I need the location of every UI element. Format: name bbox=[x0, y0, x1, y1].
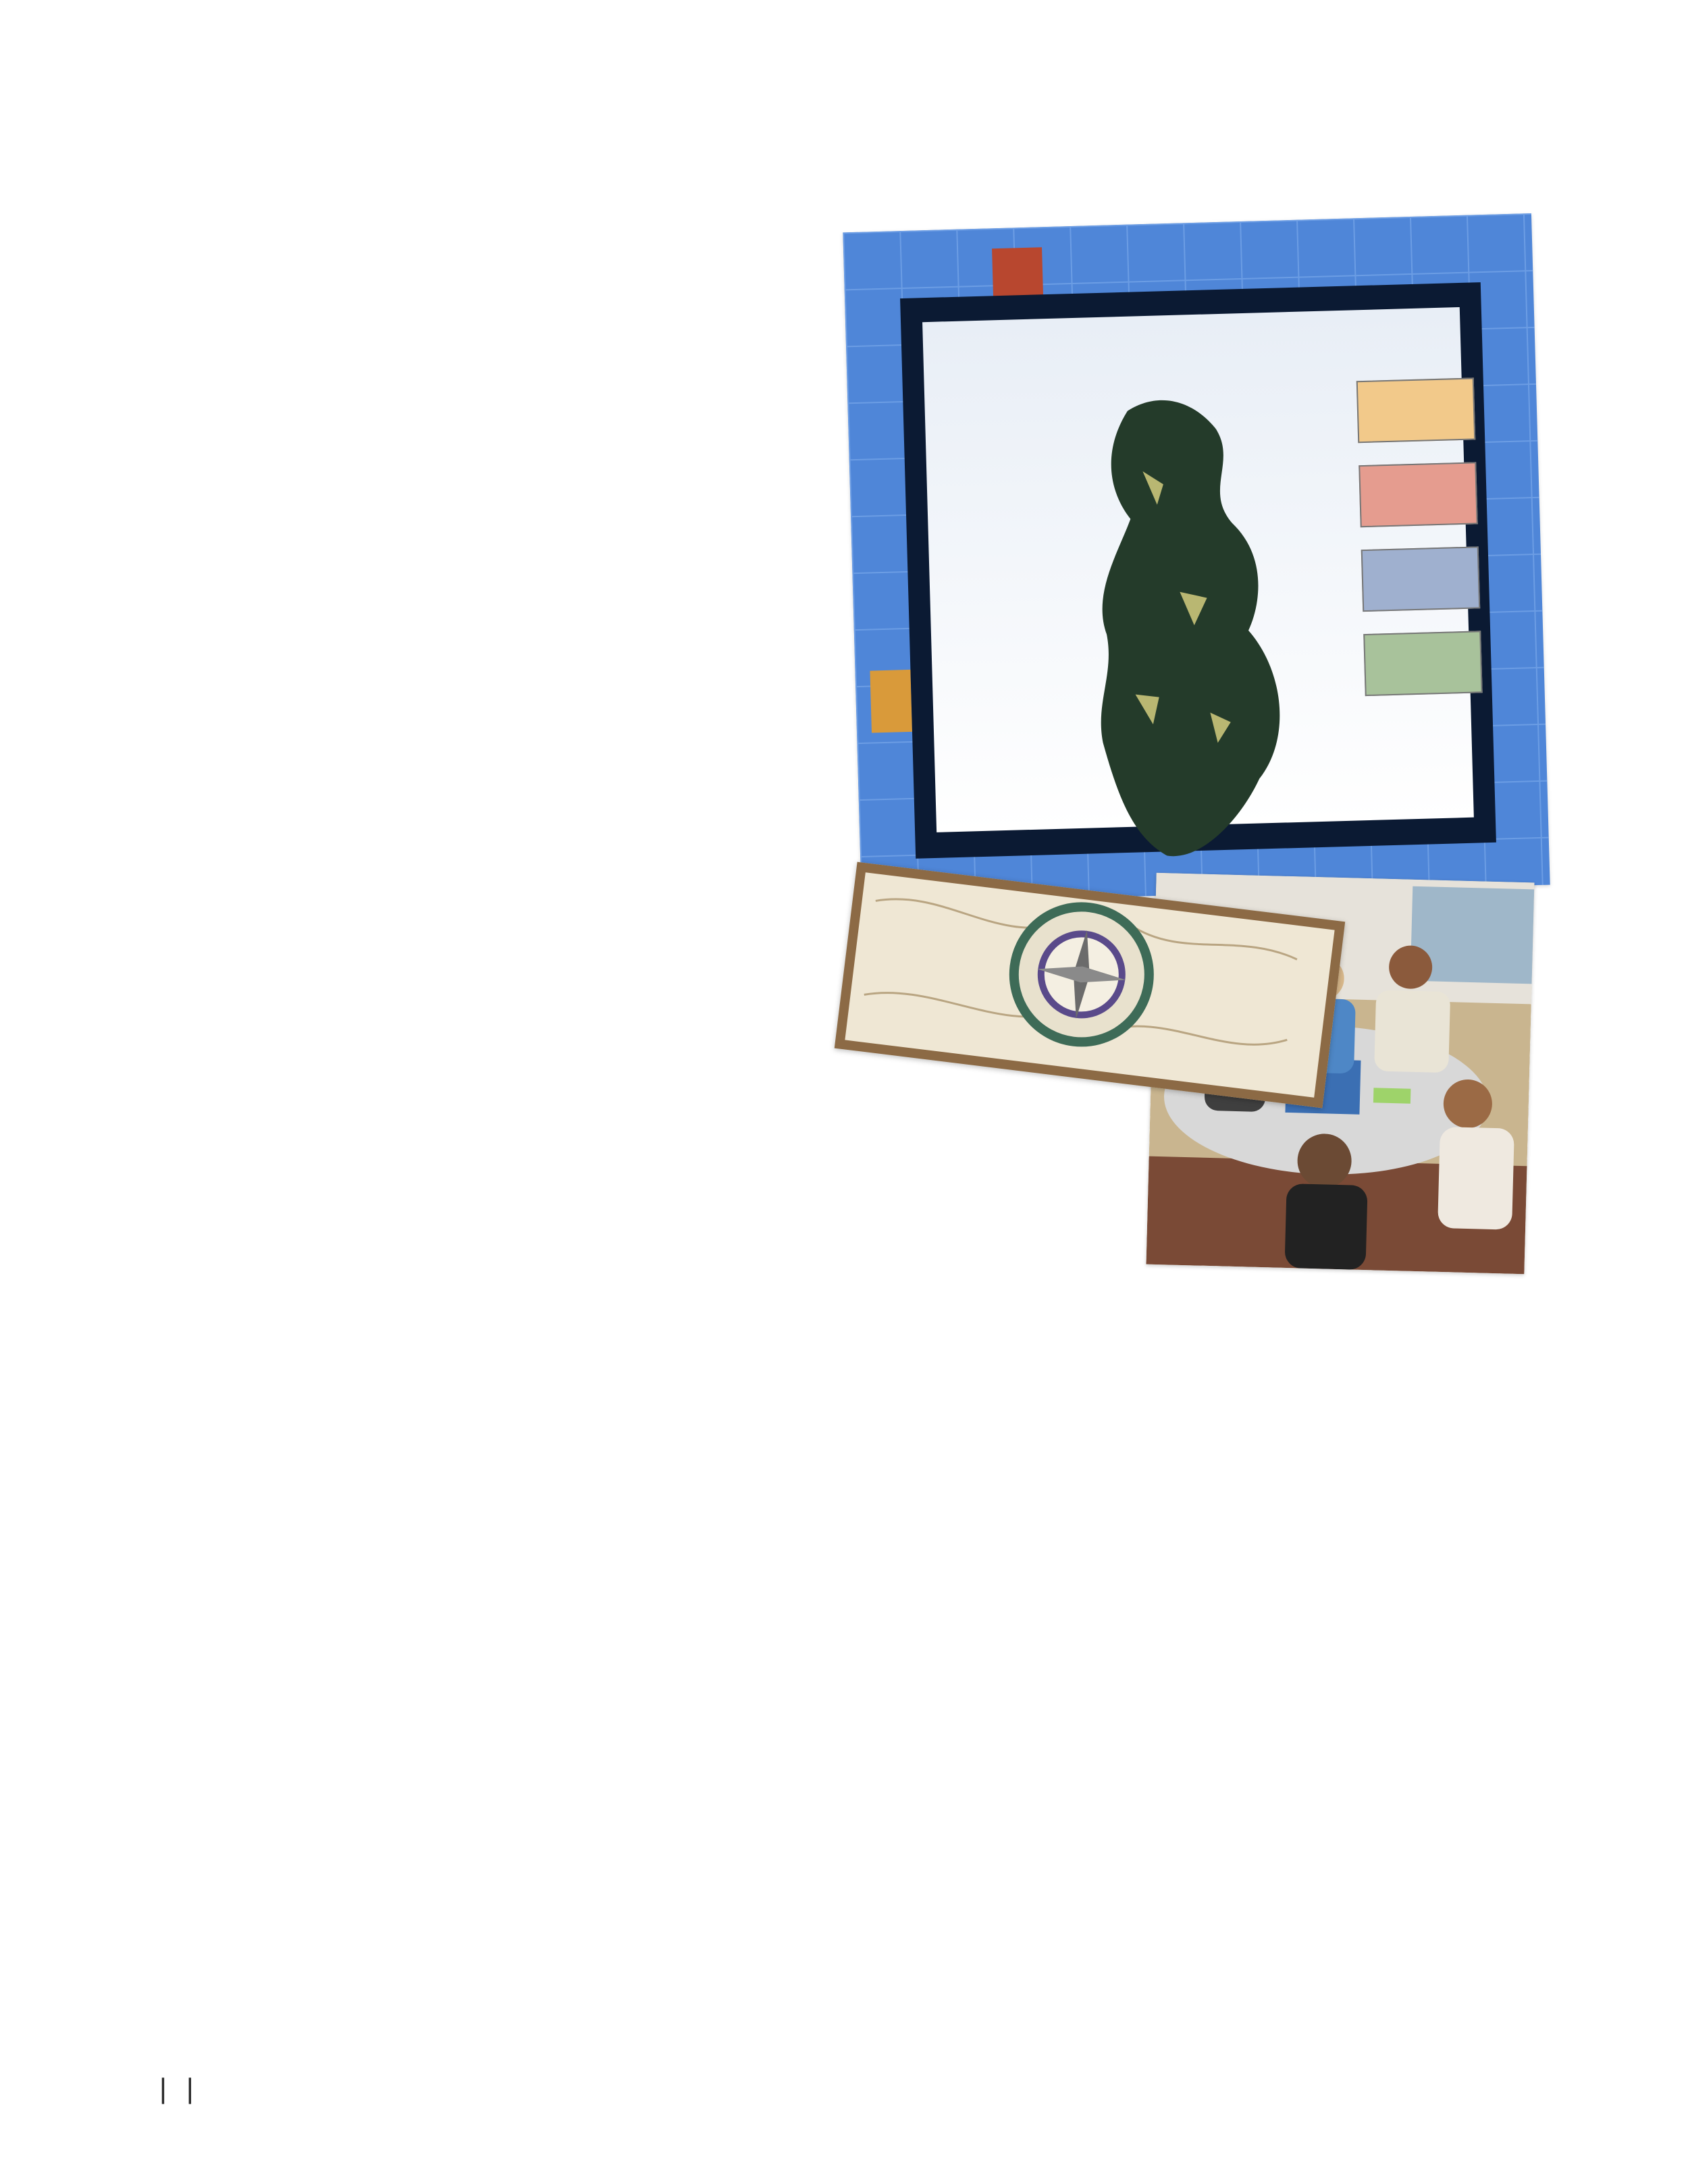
page-footer bbox=[150, 2073, 204, 2105]
category-swatch bbox=[1356, 377, 1476, 443]
island-map bbox=[1080, 386, 1316, 878]
footer-separator: | bbox=[159, 2073, 167, 2104]
board-map-field bbox=[922, 307, 1474, 832]
category-swatch bbox=[1361, 546, 1481, 612]
board-inner bbox=[900, 282, 1496, 859]
orange-card bbox=[870, 670, 912, 733]
category-swatch bbox=[1363, 631, 1483, 696]
footer-separator: | bbox=[186, 2073, 194, 2104]
budget-game-board-image bbox=[843, 213, 1550, 904]
category-swatch bbox=[1359, 462, 1478, 527]
red-card bbox=[992, 247, 1043, 297]
